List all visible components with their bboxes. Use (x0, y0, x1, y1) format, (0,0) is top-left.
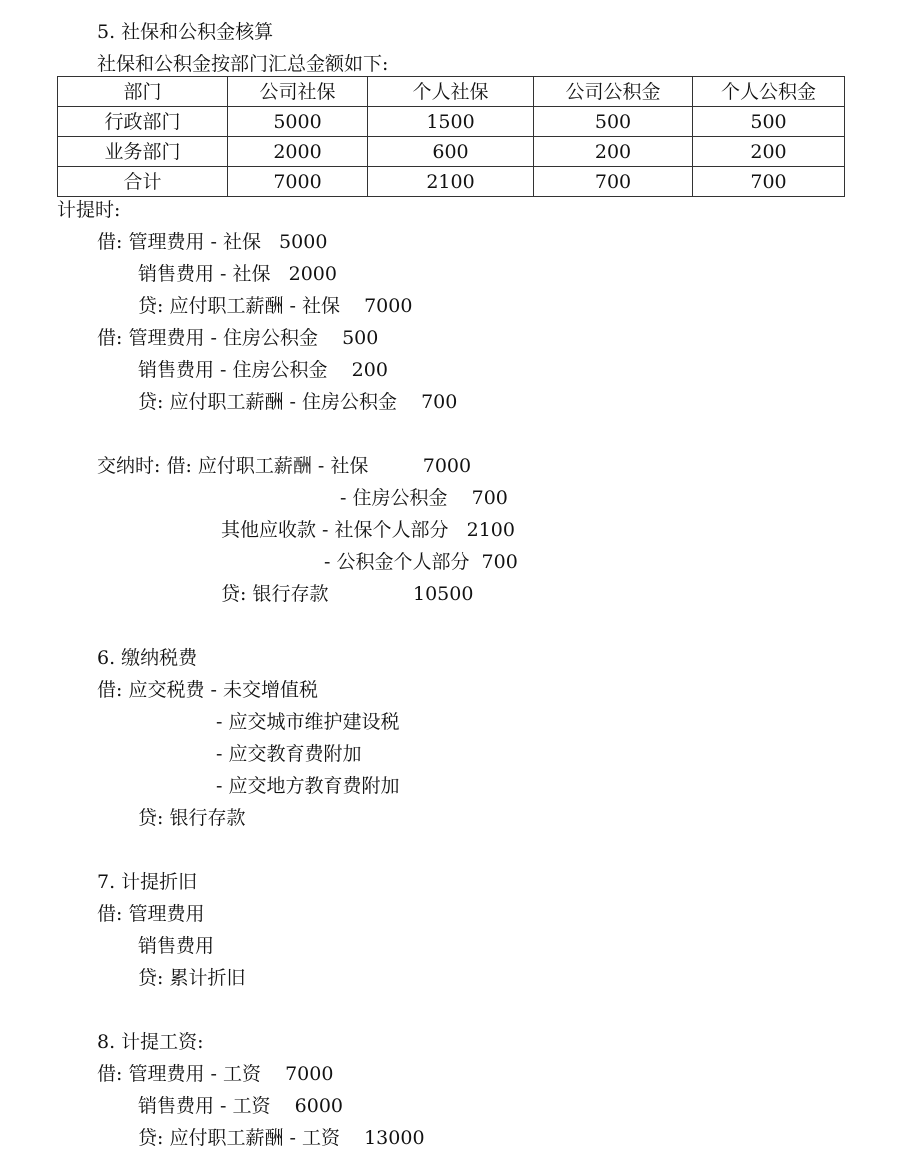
table-row (58, 107, 845, 137)
table-cell: 合计 (58, 167, 228, 197)
table-header-cell: 个人公积金 (693, 77, 845, 107)
table-cell: 700 (693, 167, 845, 197)
journal-line: 销售费用 - 住房公积金 200 (138, 359, 388, 381)
journal-line: - 应交教育费附加 (216, 743, 362, 765)
table-cell: 500 (534, 107, 693, 137)
table-header-cell: 公司公积金 (534, 77, 693, 107)
journal-line: 借: 管理费用 (97, 903, 205, 925)
table-header-row (58, 77, 845, 107)
journal-line: 销售费用 - 工资 6000 (138, 1095, 344, 1117)
section-5-intro: 社保和公积金按部门汇总金额如下: (97, 53, 389, 75)
table-cell: 业务部门 (58, 137, 228, 167)
journal-line: 销售费用 - 社保 2000 (138, 263, 337, 285)
journal-line: 借: 管理费用 - 社保 5000 (97, 231, 328, 253)
journal-line: 销售费用 (138, 935, 215, 957)
journal-line: 借: 管理费用 - 工资 7000 (97, 1063, 334, 1085)
accrual-label: 计提时: (57, 199, 121, 221)
journal-line: 借: 管理费用 - 住房公积金 500 (97, 327, 379, 349)
section-8-heading: 8. 计提工资: (97, 1031, 204, 1053)
table-cell: 500 (693, 107, 845, 137)
journal-line: 借: 应交税费 - 未交增值税 (97, 679, 318, 701)
journal-line: - 住房公积金 700 (340, 487, 508, 509)
table-cell: 700 (534, 167, 693, 197)
table-header-cell: 部门 (58, 77, 228, 107)
journal-line: 贷: 应付职工薪酬 - 工资 13000 (138, 1127, 425, 1149)
table-header-cell: 个人社保 (368, 77, 534, 107)
table-cell: 2000 (228, 137, 368, 167)
journal-line: 交纳时: 借: 应付职工薪酬 - 社保 7000 (97, 455, 472, 477)
journal-line: 其他应收款 - 社保个人部分 2100 (221, 519, 515, 541)
table-header-cell: 公司社保 (228, 77, 368, 107)
table-cell: 5000 (228, 107, 368, 137)
table-cell: 1500 (368, 107, 534, 137)
journal-line: 贷: 累计折旧 (138, 967, 246, 989)
table-total-row (58, 167, 845, 197)
section-5-heading: 5. 社保和公积金核算 (97, 21, 274, 43)
table-cell: 600 (368, 137, 534, 167)
journal-line: 贷: 银行存款 (138, 807, 246, 829)
table-cell: 200 (693, 137, 845, 167)
journal-line: - 应交城市维护建设税 (216, 711, 400, 733)
journal-line: 贷: 应付职工薪酬 - 住房公积金 700 (138, 391, 458, 413)
section-6-heading: 6. 缴纳税费 (97, 647, 198, 669)
journal-line: 贷: 应付职工薪酬 - 社保 7000 (138, 295, 413, 317)
department-summary-table (57, 76, 845, 197)
journal-line: 贷: 银行存款 10500 (221, 583, 474, 605)
table-cell: 7000 (228, 167, 368, 197)
table-cell: 200 (534, 137, 693, 167)
table-cell: 2100 (368, 167, 534, 197)
table-cell: 行政部门 (58, 107, 228, 137)
table-row (58, 137, 845, 167)
section-7-heading: 7. 计提折旧 (97, 871, 198, 893)
journal-line: - 公积金个人部分 700 (324, 551, 518, 573)
journal-line: - 应交地方教育费附加 (216, 775, 400, 797)
